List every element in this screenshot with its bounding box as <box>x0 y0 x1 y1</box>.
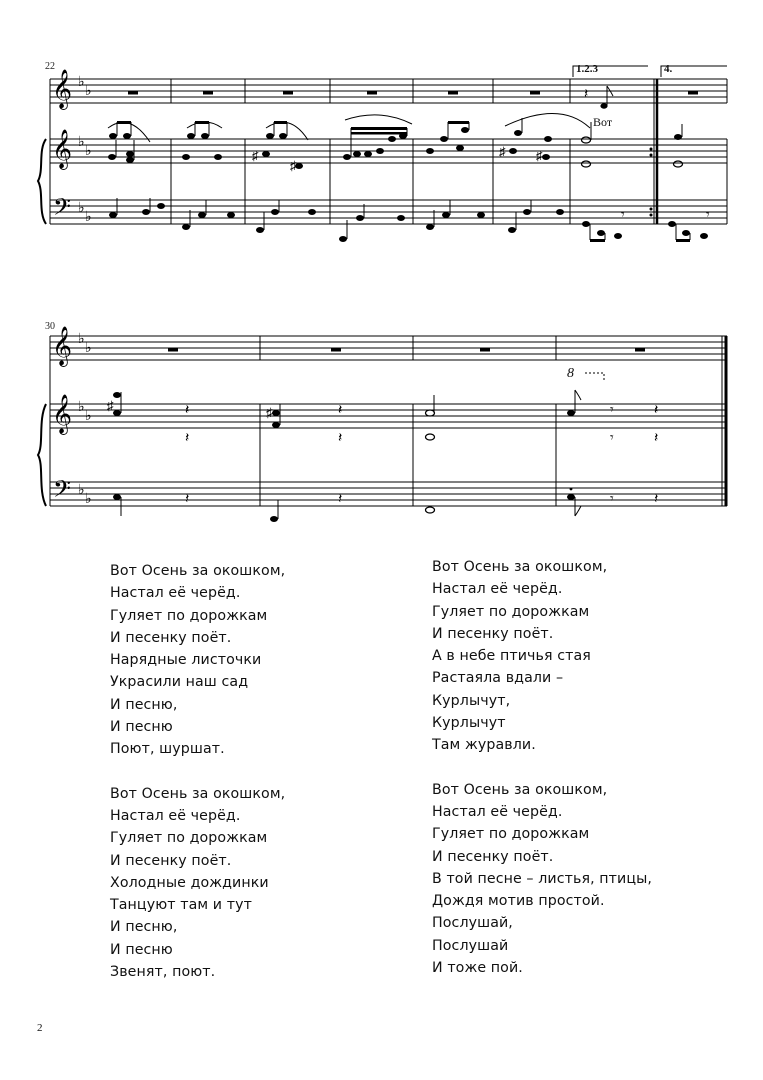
treble-clef-icon: 𝄞 <box>52 131 73 168</box>
lyric-line: Курлычут, <box>432 692 511 709</box>
music-system-1 <box>0 0 763 270</box>
lyric-line: Вот Осень за окошком, <box>432 781 608 798</box>
svg-text:𝄽: 𝄽 <box>338 492 343 507</box>
lyrics-right-column <box>432 556 652 1001</box>
lyric-line: Настал её черёд. <box>110 585 241 602</box>
svg-text:♯: ♯ <box>290 158 297 173</box>
lyric-line: Вот Осень за окошком, <box>432 559 608 575</box>
lyric-line: Настал её черёд. <box>110 807 241 824</box>
lyric-line: Послушай, <box>432 915 513 932</box>
voice-lyric-syllable: Вот <box>593 115 613 129</box>
lyric-line: И песню <box>110 941 173 958</box>
lyric-line: Гуляет по дорожкам <box>432 826 590 843</box>
svg-text:♭: ♭ <box>85 144 92 159</box>
svg-text:♯: ♯ <box>499 144 506 159</box>
svg-text:♯: ♯ <box>252 148 259 163</box>
lyric-line: Гуляет по дорожкам <box>110 607 268 624</box>
lyric-line: Танцуют там и тут <box>110 897 252 914</box>
svg-text:♭: ♭ <box>85 210 92 225</box>
svg-text:𝄾: 𝄾 <box>610 403 614 418</box>
lyric-line: Курлычут <box>432 715 506 732</box>
piano-bass-staff <box>50 200 727 224</box>
lyric-line: Там журавли. <box>432 737 536 754</box>
ottava-mark: 8 <box>567 366 574 381</box>
svg-text:♭: ♭ <box>78 332 85 347</box>
lyric-line: Звенят, поют. <box>110 964 216 981</box>
piano-bass-staff <box>50 482 727 506</box>
volta-second-label: 4. <box>664 63 673 75</box>
svg-text:𝄾: 𝄾 <box>610 492 614 507</box>
svg-text:𝄽: 𝄽 <box>185 403 190 418</box>
lyric-line: Нарядные листочки <box>110 652 262 669</box>
lyric-line: Поют, шуршат. <box>110 741 225 758</box>
stanza-3 <box>110 783 285 984</box>
lyric-line: Украсили наш сад <box>110 674 249 691</box>
measure-number-22: 22 <box>45 61 55 72</box>
svg-text:♯: ♯ <box>536 148 543 163</box>
svg-text:♭: ♭ <box>78 201 85 216</box>
svg-text:𝄾: 𝄾 <box>621 208 625 223</box>
lyric-line: И песенку поёт. <box>110 852 232 869</box>
key-signature <box>78 332 92 507</box>
page-number: 2 <box>37 1022 43 1034</box>
svg-text:𝄽: 𝄽 <box>185 431 190 446</box>
lyric-line: И песенку поёт. <box>432 848 554 865</box>
grand-staff-brace <box>38 139 46 224</box>
piano-treble-staff <box>50 404 727 428</box>
svg-text:♭: ♭ <box>85 341 92 356</box>
lyric-line: Гуляет по дорожкам <box>432 603 590 620</box>
measure-number-30: 30 <box>45 321 55 332</box>
svg-text:𝄽: 𝄽 <box>654 492 659 507</box>
svg-text:𝄽: 𝄽 <box>584 87 589 102</box>
svg-text:𝄽: 𝄽 <box>654 431 659 446</box>
lyric-line: Настал её черёд. <box>432 581 563 598</box>
svg-text:𝄾: 𝄾 <box>610 431 614 446</box>
svg-text:𝄽: 𝄽 <box>654 403 659 418</box>
lyric-line: И песенку поёт. <box>432 625 554 642</box>
grand-staff-brace <box>38 404 46 506</box>
lyric-line: А в небе птичья стая <box>432 648 591 665</box>
svg-text:♭: ♭ <box>78 400 85 415</box>
bass-clef-icon: 𝄢 <box>53 195 72 226</box>
svg-text:𝄽: 𝄽 <box>338 431 343 446</box>
svg-text:𝄽: 𝄽 <box>185 492 190 507</box>
svg-text:♭: ♭ <box>78 135 85 150</box>
treble-clef-icon: 𝄞 <box>52 396 73 433</box>
svg-text:♭: ♭ <box>85 84 92 99</box>
stanza-1 <box>110 560 285 761</box>
treble-clef-icon: 𝄞 <box>52 328 73 365</box>
svg-text:♭: ♭ <box>85 409 92 424</box>
stanza-2 <box>432 556 652 757</box>
bass-notes <box>109 203 708 242</box>
piano-treble-staff <box>50 139 727 163</box>
svg-text:𝄾: 𝄾 <box>706 208 710 223</box>
lyric-line: Растаяла вдали – <box>432 670 564 687</box>
whole-rests <box>168 348 645 352</box>
lyric-line: Вот Осень за окошком, <box>110 785 286 802</box>
lyric-line: Настал её черёд. <box>432 803 563 820</box>
bass-clef-icon: 𝄢 <box>53 477 72 508</box>
lyric-line: И песню, <box>110 919 178 936</box>
music-system-2 <box>0 320 763 550</box>
lyric-line: Дождя мотив простой. <box>432 893 605 910</box>
volta-first-label: 1.2.3 <box>576 63 598 75</box>
lyric-line: Вот Осень за окошком, <box>110 563 286 579</box>
lyric-line: Послушай <box>432 937 509 954</box>
lyric-line: И тоже пой. <box>432 960 523 977</box>
stanza-4 <box>432 779 652 980</box>
svg-text:♭: ♭ <box>85 492 92 507</box>
lyric-line: Холодные дождинки <box>110 874 269 891</box>
svg-text:♭: ♭ <box>78 483 85 498</box>
lyric-line: И песню <box>110 719 173 736</box>
treble-clef-icon: 𝄞 <box>52 71 73 108</box>
lyric-line: Гуляет по дорожкам <box>110 830 268 847</box>
lyric-line: И песню, <box>110 696 178 713</box>
svg-text:♯: ♯ <box>266 405 273 420</box>
lyric-line: И песенку поёт. <box>110 629 232 646</box>
svg-text:♭: ♭ <box>78 75 85 90</box>
svg-text:♯: ♯ <box>107 398 114 413</box>
lyrics-left-column <box>110 560 285 1005</box>
svg-text:𝄽: 𝄽 <box>338 403 343 418</box>
voice-staff <box>50 79 727 103</box>
voice-staff <box>50 336 727 360</box>
lyric-line: В той песне – листья, птицы, <box>432 870 653 887</box>
